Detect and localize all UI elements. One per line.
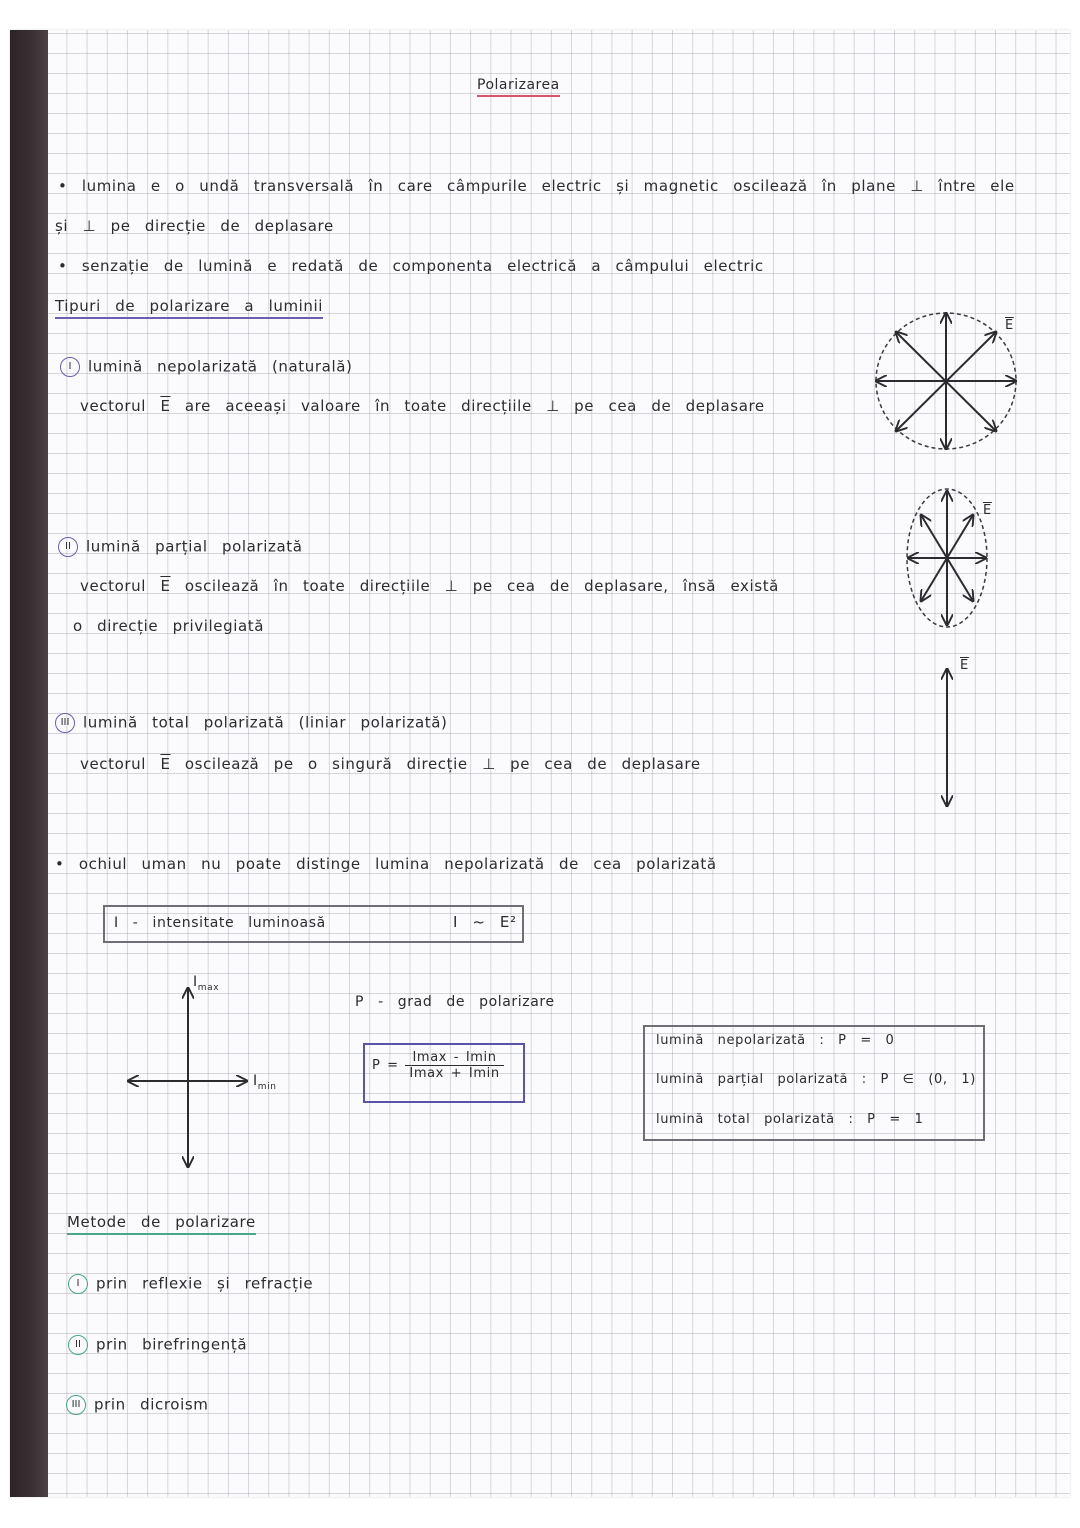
diagram-3-e-label: $\overline{E}$	[960, 658, 969, 673]
vector-word: vectorul	[80, 577, 147, 595]
values-row-3-value: P = 1	[867, 1112, 924, 1127]
vector-e-symbol: $\overline{E}$	[160, 577, 171, 595]
type-3-title	[55, 713, 447, 733]
method-numeral-circle-3: III	[66, 1395, 86, 1415]
degree-label: P - grad de polarizare	[355, 994, 555, 1010]
values-row-1	[656, 1033, 894, 1048]
formula-numerator: Imax - Imin	[405, 1050, 503, 1066]
numeral-circle-1: I	[60, 357, 80, 377]
notebook-binding-strip	[10, 30, 48, 1497]
intensity-label: I - intensitate luminoasă	[114, 915, 326, 931]
vector-e-symbol: $\overline{E}$	[160, 397, 171, 415]
method-3-label: prin dicroism	[94, 1395, 209, 1414]
intro-line-2: și ⊥ pe direcție de deplasare	[55, 217, 334, 235]
method-numeral-circle-2: II	[68, 1335, 88, 1355]
intensity-axes-diagram-icon	[125, 982, 255, 1175]
type-2-title	[58, 537, 303, 557]
types-heading: Tipuri de polarizare a luminii	[55, 297, 323, 319]
intro-line-3: • senzație de lumină e redată de componenta electrică a câmpului electric	[58, 257, 764, 275]
axis-y-subscript: max	[197, 982, 220, 993]
type-2-title-text: lumină parțial polarizată	[86, 537, 303, 556]
vector-word: vectorul	[80, 755, 147, 773]
values-row-3-label: lumină total polarizată :	[656, 1112, 854, 1127]
type-3-title-text: lumină total polarizată (liniar polarizată)	[83, 713, 448, 732]
type-1-desc	[80, 397, 765, 415]
method-numeral-circle-1: I	[68, 1274, 88, 1294]
type-1-title	[60, 357, 352, 377]
formula-fraction	[405, 1050, 503, 1081]
vector-word: vectorul	[80, 397, 147, 415]
axis-x-subscript: min	[257, 1081, 277, 1092]
axis-x-label	[253, 1073, 277, 1092]
values-row-2-label: lumină parțial polarizată :	[656, 1072, 867, 1087]
type-2-desc	[80, 577, 779, 595]
formula-lhs: P =	[372, 1058, 399, 1073]
formula	[372, 1050, 504, 1081]
method-3	[66, 1395, 208, 1415]
values-row-1-label: lumină nepolarizată :	[656, 1033, 825, 1048]
formula-denominator: Imax + Imin	[409, 1066, 500, 1081]
type-3-desc-text: oscilează pe o singură direcție ⊥ pe cea de deplasare	[184, 755, 701, 773]
numeral-circle-2: II	[58, 537, 78, 557]
type-2-desc-text: oscilează în toate direcțiile ⊥ pe cea de deplasare, însă există	[184, 577, 779, 595]
eye-note: • ochiul uman nu poate distinge lumina nepolarizată de cea polarizată	[55, 855, 717, 873]
type-1-title-text: lumină nepolarizată (naturală)	[88, 357, 353, 376]
method-1-label: prin reflexie și refracție	[96, 1274, 314, 1293]
intro-line-1: • lumina e o undă transversală în care câmpurile electric și magnetic oscilează în plane ⊥ între ele	[58, 177, 1015, 195]
axis-y-label	[193, 974, 219, 993]
method-1	[68, 1274, 313, 1294]
linearly-polarized-diagram-icon	[938, 665, 958, 810]
numeral-circle-3: III	[55, 713, 75, 733]
method-2	[68, 1335, 247, 1355]
axis-y-symbol: I	[193, 974, 198, 990]
vector-e-symbol: $\overline{E}$	[160, 755, 171, 773]
values-row-2	[656, 1072, 976, 1087]
type-2-desc-line-2: o direcție privilegiată	[73, 617, 265, 635]
axis-x-symbol: I	[253, 1073, 258, 1089]
diagram-2-e-label: $\overline{E}$	[983, 503, 992, 518]
values-row-2-value: P ∈ (0, 1)	[880, 1072, 976, 1087]
page-title: Polarizarea	[477, 77, 560, 97]
values-row-3	[656, 1112, 923, 1127]
type-3-desc	[80, 755, 701, 773]
partially-polarized-diagram-icon	[900, 488, 990, 633]
methods-heading: Metode de polarizare	[67, 1213, 256, 1235]
values-row-1-value: P = 0	[838, 1033, 895, 1048]
method-2-label: prin birefringență	[96, 1335, 248, 1354]
intensity-relation: I ~ E²	[453, 913, 517, 931]
diagram-1-e-label: $\overline{E}$	[1005, 318, 1014, 333]
type-1-desc-text: are aceeași valoare în toate direcțiile ⊥ pe cea de deplasare	[184, 397, 765, 415]
